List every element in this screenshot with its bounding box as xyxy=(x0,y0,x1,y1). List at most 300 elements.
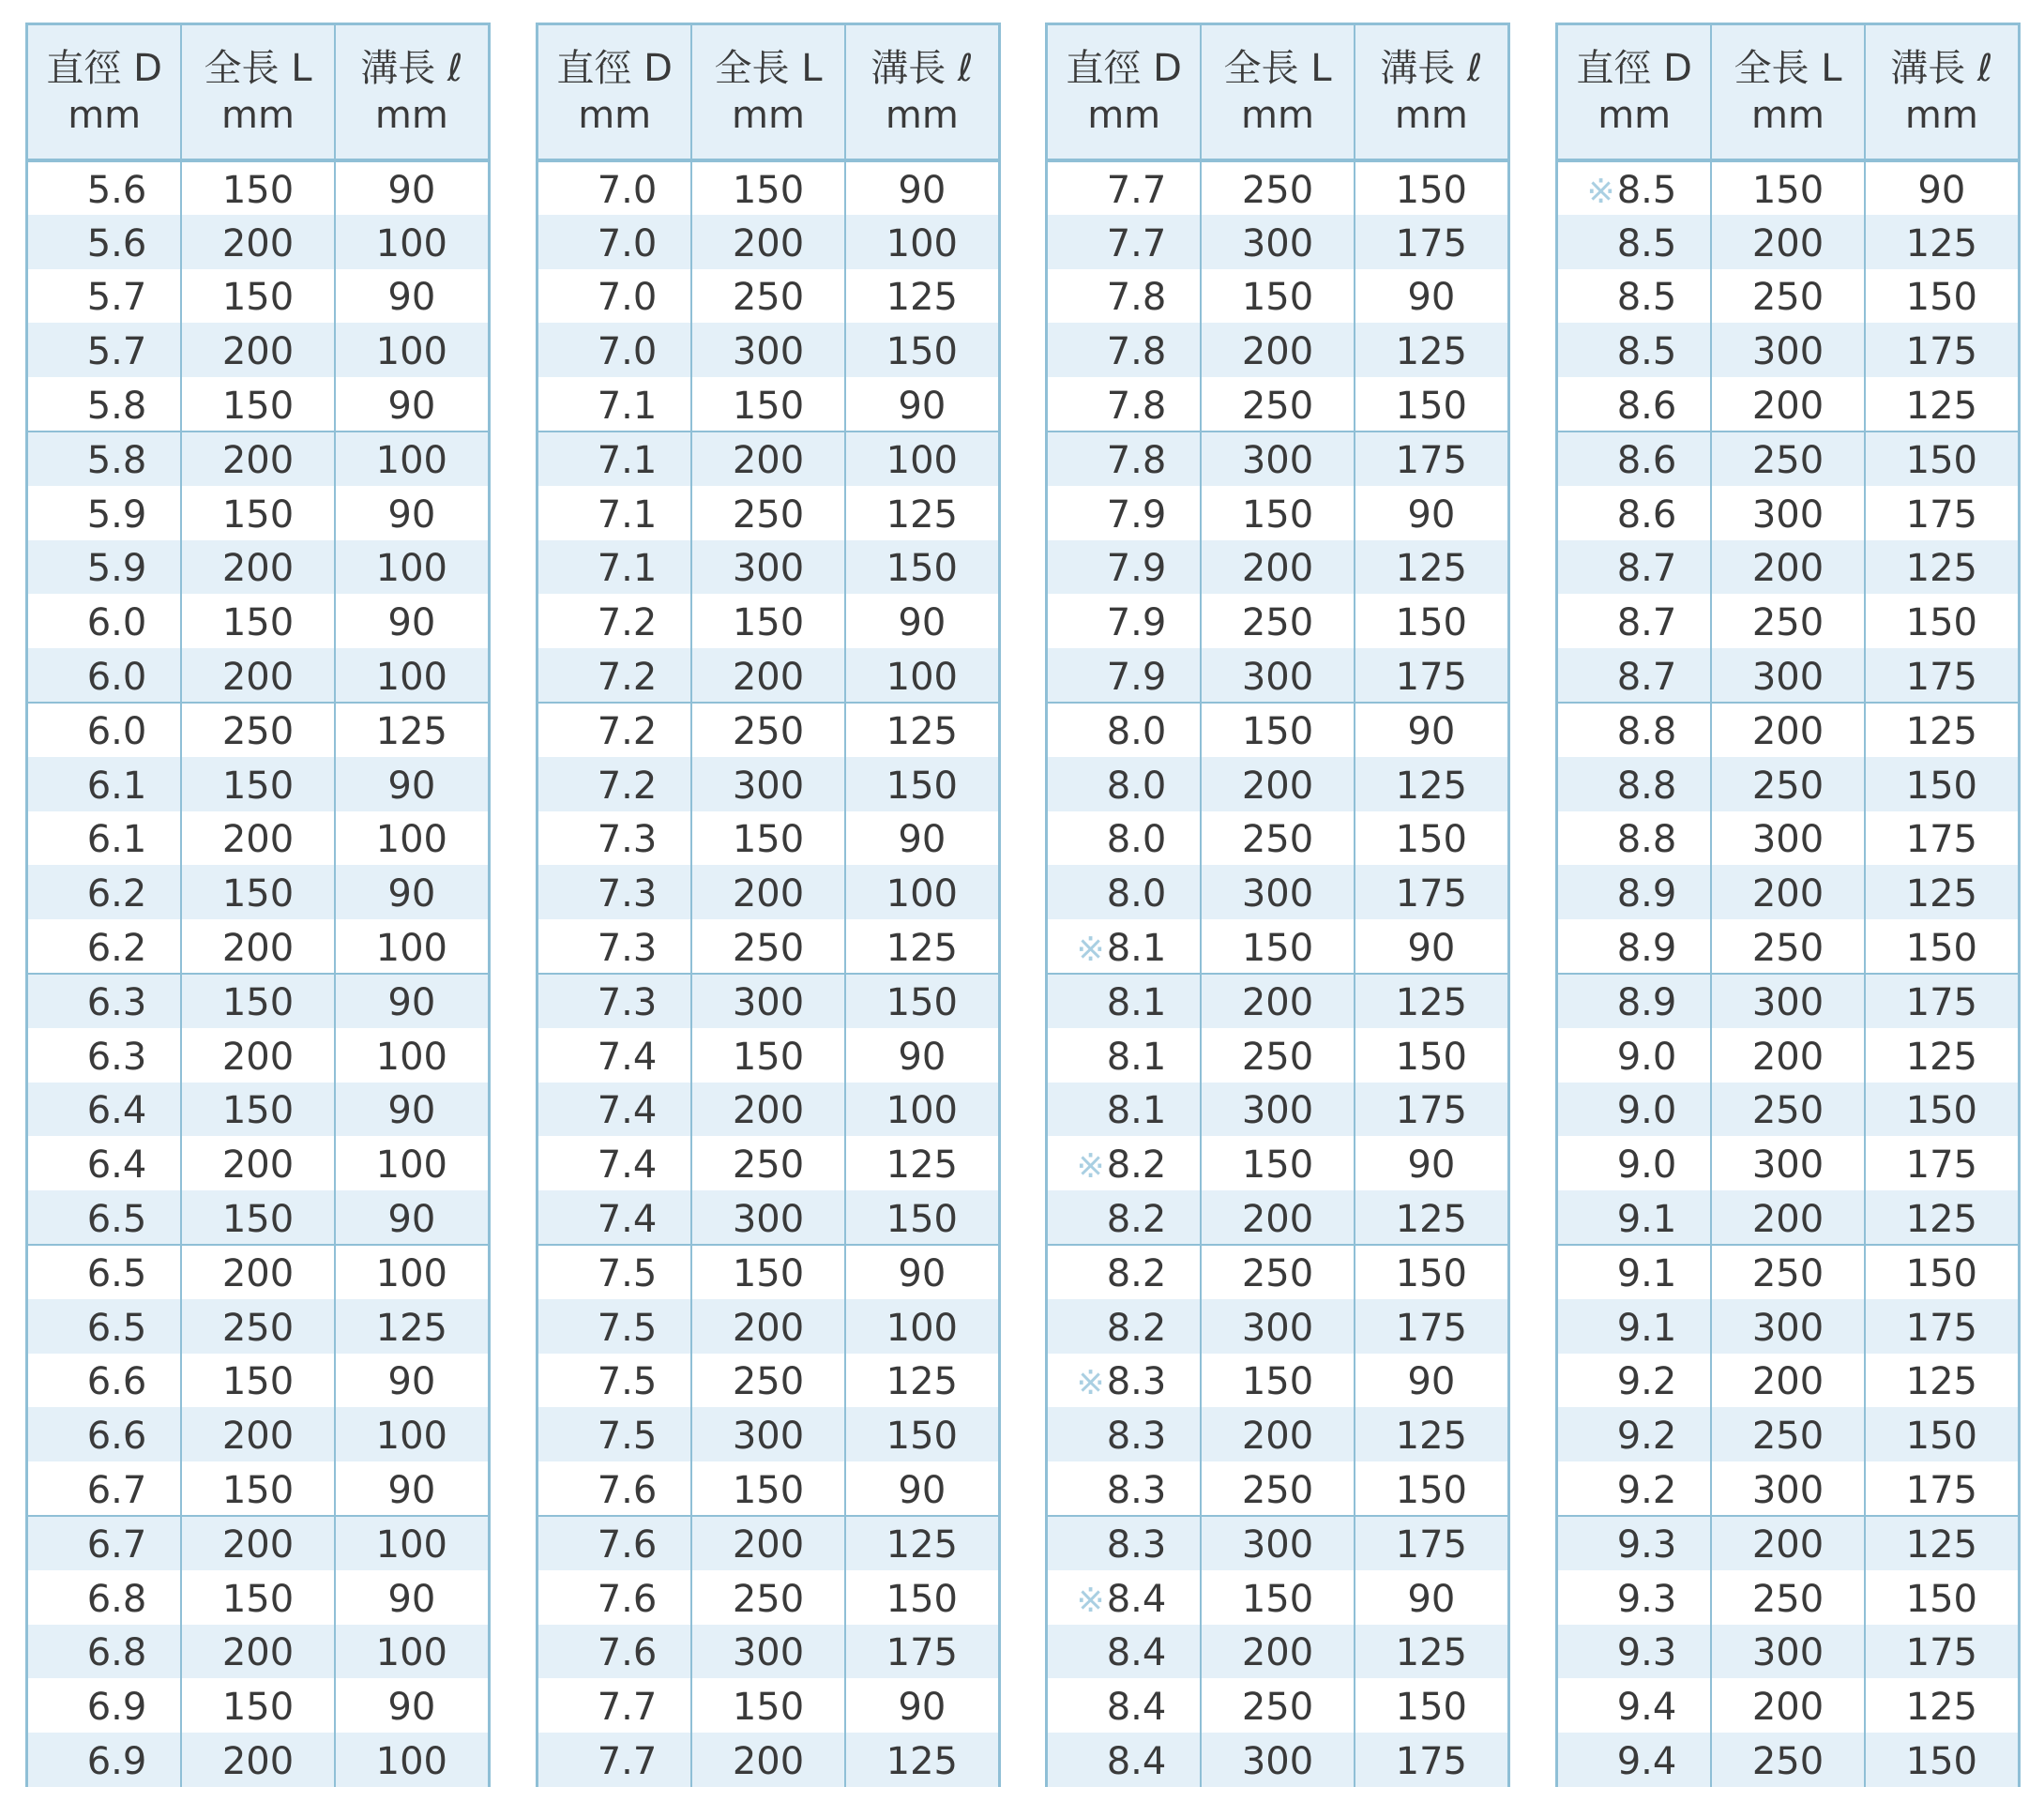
cell-flute xyxy=(845,269,998,324)
cell-flute xyxy=(1355,974,1507,1028)
reference-mark-icon: ※ xyxy=(1076,1147,1105,1187)
table-row xyxy=(28,432,488,486)
cell-diameter xyxy=(28,1678,181,1733)
cell-diameter-value: 6.9 xyxy=(86,1686,147,1730)
table-row xyxy=(538,1407,998,1461)
cell-length xyxy=(691,1136,844,1190)
cell-length-value: 150 xyxy=(221,492,295,537)
cell-length xyxy=(1711,1678,1864,1733)
header-flute-unit: mm xyxy=(1904,94,1978,137)
table-row xyxy=(1558,703,2018,757)
diameter-number: 8.5 xyxy=(1616,168,1677,212)
cell-diameter-value: 7.2 xyxy=(597,655,658,699)
table-row xyxy=(538,1570,998,1625)
cell-diameter-value: 7.9 xyxy=(1106,655,1167,699)
header-length xyxy=(691,25,844,160)
cell-diameter xyxy=(1048,1083,1201,1137)
table-row xyxy=(28,215,488,269)
cell-length xyxy=(1201,1461,1354,1516)
cell-length xyxy=(1201,1136,1354,1190)
cell-flute xyxy=(1865,1407,2018,1461)
header-flute xyxy=(1865,25,2018,160)
cell-diameter xyxy=(28,648,181,703)
cell-flute-value: 150 xyxy=(1905,926,1977,970)
cell-length xyxy=(1201,1407,1354,1461)
header-length xyxy=(1201,25,1354,160)
cell-diameter xyxy=(1048,540,1201,595)
cell-diameter xyxy=(538,1299,691,1354)
header-row xyxy=(1048,25,1507,160)
cell-length-value: 250 xyxy=(1241,1252,1314,1296)
cell-diameter xyxy=(538,865,691,919)
table-row xyxy=(1048,486,1507,540)
cell-length-value: 150 xyxy=(221,981,295,1025)
cell-flute-value: 175 xyxy=(1395,221,1467,265)
table-row xyxy=(28,1733,488,1787)
cell-flute xyxy=(1865,1570,2018,1625)
cell-length xyxy=(1201,1083,1354,1137)
table-row xyxy=(1558,160,2018,215)
cell-length xyxy=(1201,323,1354,377)
cell-flute-value: 125 xyxy=(375,710,447,754)
cell-length-value: 250 xyxy=(1241,818,1314,862)
cell-flute-value: 175 xyxy=(1905,818,1977,862)
cell-length-value: 150 xyxy=(221,1089,295,1133)
cell-length-value: 300 xyxy=(732,1415,805,1459)
header-diameter xyxy=(1558,25,1711,160)
cell-length-value: 200 xyxy=(221,1252,295,1296)
cell-flute-value: 150 xyxy=(886,330,958,374)
cell-flute-value: 100 xyxy=(375,1252,447,1296)
table-row xyxy=(28,160,488,215)
cell-flute-value: 125 xyxy=(1395,981,1467,1025)
cell-diameter-value: 8.9 xyxy=(1616,981,1677,1025)
cell-length xyxy=(691,1354,844,1408)
cell-diameter-value xyxy=(1077,1143,1167,1187)
cell-diameter xyxy=(1558,1570,1711,1625)
cell-flute xyxy=(335,1136,488,1190)
cell-flute-value: 125 xyxy=(1395,764,1467,808)
cell-length xyxy=(1201,1299,1354,1354)
cell-length-value: 300 xyxy=(1751,1468,1824,1512)
header-row xyxy=(538,25,998,160)
table-row xyxy=(538,323,998,377)
cell-flute-value: 150 xyxy=(1905,1740,1977,1783)
diameter-number: 8.4 xyxy=(1106,1577,1167,1621)
cell-diameter xyxy=(538,1028,691,1083)
cell-diameter-value: 8.3 xyxy=(1106,1468,1167,1512)
cell-diameter-value: 9.2 xyxy=(1616,1468,1677,1512)
header-diameter xyxy=(28,25,181,160)
cell-flute-value: 150 xyxy=(1905,1577,1977,1621)
cell-diameter-value: 6.8 xyxy=(86,1577,147,1621)
cell-length-value: 250 xyxy=(732,710,805,754)
cell-flute xyxy=(1355,269,1507,324)
cell-diameter-value: 7.3 xyxy=(597,872,658,916)
cell-flute-value: 125 xyxy=(1905,710,1977,754)
header-diameter-label: 直徑 D xyxy=(1576,47,1692,90)
cell-diameter xyxy=(1558,648,1711,703)
cell-flute xyxy=(845,757,998,811)
cell-flute xyxy=(845,703,998,757)
cell-length xyxy=(691,1678,844,1733)
cell-length-value: 200 xyxy=(221,547,295,591)
cell-length xyxy=(181,1299,334,1354)
cell-diameter xyxy=(28,1028,181,1083)
cell-length-value: 200 xyxy=(221,221,295,265)
cell-flute-value: 125 xyxy=(886,926,958,970)
cell-diameter xyxy=(1048,215,1201,269)
cell-flute xyxy=(1865,1245,2018,1299)
cell-diameter-value: 6.2 xyxy=(86,926,147,970)
cell-diameter-value: 8.1 xyxy=(1106,981,1167,1025)
cell-diameter-value: 8.2 xyxy=(1106,1252,1167,1296)
cell-length-value: 200 xyxy=(732,655,805,699)
cell-length xyxy=(691,1570,844,1625)
header-row xyxy=(28,25,488,160)
table-row xyxy=(1558,1516,2018,1570)
reference-mark-icon: ※ xyxy=(1586,172,1615,211)
cell-flute xyxy=(1865,160,2018,215)
cell-flute-value: 100 xyxy=(886,221,958,265)
cell-diameter xyxy=(1048,486,1201,540)
cell-flute-value: 150 xyxy=(886,1577,958,1621)
cell-flute xyxy=(1865,1354,2018,1408)
cell-flute-value: 125 xyxy=(1905,1360,1977,1404)
cell-flute-value: 90 xyxy=(387,168,436,212)
cell-length-value: 250 xyxy=(1241,168,1314,212)
table-row xyxy=(538,1678,998,1733)
cell-flute xyxy=(335,1461,488,1516)
cell-diameter xyxy=(538,1461,691,1516)
spec-table xyxy=(1048,25,1507,1787)
header-length-label: 全長 L xyxy=(204,47,312,90)
cell-length xyxy=(181,1083,334,1137)
cell-diameter xyxy=(1558,1407,1711,1461)
cell-diameter-value: 7.8 xyxy=(1106,330,1167,374)
table-row xyxy=(1048,1083,1507,1137)
cell-flute xyxy=(1865,1136,2018,1190)
cell-length xyxy=(1201,703,1354,757)
cell-diameter-value xyxy=(1077,1578,1167,1621)
cell-flute-value: 150 xyxy=(886,547,958,591)
cell-flute xyxy=(1865,269,2018,324)
diameter-number: 8.3 xyxy=(1106,1360,1167,1404)
cell-length xyxy=(1711,432,1864,486)
table-row xyxy=(1558,648,2018,703)
cell-flute xyxy=(1355,1299,1507,1354)
cell-diameter xyxy=(538,269,691,324)
cell-length-value: 300 xyxy=(1751,655,1824,699)
cell-length xyxy=(691,757,844,811)
cell-length-value: 150 xyxy=(732,601,805,645)
cell-diameter xyxy=(1048,1570,1201,1625)
cell-diameter xyxy=(538,1245,691,1299)
header-length xyxy=(181,25,334,160)
cell-diameter xyxy=(1558,865,1711,919)
cell-flute xyxy=(335,1028,488,1083)
cell-flute xyxy=(1865,377,2018,432)
cell-length-value: 250 xyxy=(732,1360,805,1404)
cell-diameter-value: 7.6 xyxy=(597,1577,658,1621)
table-row xyxy=(538,1733,998,1787)
cell-diameter-value: 7.1 xyxy=(597,492,658,537)
table-row xyxy=(538,865,998,919)
cell-diameter xyxy=(1558,323,1711,377)
cell-flute-value: 125 xyxy=(1905,1035,1977,1079)
cell-diameter xyxy=(1048,811,1201,866)
cell-length xyxy=(181,594,334,648)
table-row xyxy=(538,377,998,432)
cell-diameter-value: 7.3 xyxy=(597,818,658,862)
cell-flute-value: 90 xyxy=(898,601,946,645)
cell-diameter-value: 7.4 xyxy=(597,1197,658,1241)
table-row xyxy=(538,919,998,974)
cell-length-value: 300 xyxy=(1241,655,1314,699)
cell-length xyxy=(1711,215,1864,269)
cell-flute xyxy=(335,1516,488,1570)
size-table-4 xyxy=(1555,23,2021,1787)
cell-diameter-value: 7.9 xyxy=(1106,601,1167,645)
cell-flute-value: 125 xyxy=(886,1360,958,1404)
cell-length-value: 250 xyxy=(1241,1468,1314,1512)
table-row xyxy=(1558,1678,2018,1733)
table-row xyxy=(1048,1407,1507,1461)
cell-length xyxy=(691,594,844,648)
cell-diameter xyxy=(1558,974,1711,1028)
cell-flute xyxy=(335,757,488,811)
cell-flute xyxy=(335,648,488,703)
cell-diameter xyxy=(28,1516,181,1570)
cell-diameter xyxy=(1048,1136,1201,1190)
table-row xyxy=(538,594,998,648)
table-row xyxy=(28,269,488,324)
cell-flute xyxy=(1865,594,2018,648)
table-row xyxy=(28,703,488,757)
cell-flute xyxy=(845,1678,998,1733)
cell-diameter xyxy=(1048,323,1201,377)
cell-flute-value: 125 xyxy=(1395,1631,1467,1675)
cell-length-value: 250 xyxy=(732,1577,805,1621)
cell-flute xyxy=(1865,1028,2018,1083)
cell-flute xyxy=(845,1516,998,1570)
cell-flute xyxy=(845,160,998,215)
cell-diameter xyxy=(1048,865,1201,919)
cell-flute-value: 90 xyxy=(1407,492,1456,537)
cell-length-value: 250 xyxy=(732,926,805,970)
cell-flute-value: 175 xyxy=(1905,981,1977,1025)
cell-flute-value: 100 xyxy=(375,1523,447,1567)
cell-flute-value: 150 xyxy=(1905,601,1977,645)
header-length-unit: mm xyxy=(1751,94,1824,137)
cell-length-value: 200 xyxy=(221,439,295,483)
cell-diameter xyxy=(1558,1516,1711,1570)
cell-flute xyxy=(845,1136,998,1190)
cell-flute-value: 100 xyxy=(375,439,447,483)
cell-length xyxy=(1711,757,1864,811)
table-row xyxy=(1048,432,1507,486)
cell-flute-value: 150 xyxy=(1395,384,1467,428)
cell-diameter xyxy=(28,160,181,215)
table-row xyxy=(538,486,998,540)
cell-diameter-value: 7.8 xyxy=(1106,384,1167,428)
cell-length xyxy=(181,1733,334,1787)
cell-length-value: 200 xyxy=(732,1306,805,1350)
cell-diameter-value: 6.4 xyxy=(86,1143,147,1188)
cell-flute-value: 175 xyxy=(1395,655,1467,699)
cell-diameter-value: 5.7 xyxy=(86,330,147,374)
cell-diameter xyxy=(1558,1245,1711,1299)
cell-diameter xyxy=(1558,594,1711,648)
cell-length-value: 200 xyxy=(1751,710,1824,754)
table-row xyxy=(538,432,998,486)
cell-diameter-value: 8.6 xyxy=(1616,492,1677,537)
cell-diameter xyxy=(1048,1028,1201,1083)
cell-length-value: 250 xyxy=(1751,1577,1824,1621)
header-flute-unit: mm xyxy=(374,94,448,137)
cell-flute-value: 100 xyxy=(375,221,447,265)
cell-length xyxy=(181,974,334,1028)
cell-length-value: 200 xyxy=(1751,1686,1824,1730)
cell-flute xyxy=(1865,1190,2018,1245)
cell-flute xyxy=(1355,1625,1507,1679)
cell-length xyxy=(1201,540,1354,595)
cell-flute-value: 125 xyxy=(1395,1415,1467,1459)
table-row xyxy=(1558,1461,2018,1516)
cell-length xyxy=(1201,432,1354,486)
cell-length-value: 250 xyxy=(1241,1686,1314,1730)
cell-diameter xyxy=(1558,1678,1711,1733)
cell-flute-value: 125 xyxy=(1905,384,1977,428)
table-row xyxy=(1558,594,2018,648)
table-row xyxy=(28,1625,488,1679)
cell-flute-value: 90 xyxy=(387,1360,436,1404)
cell-diameter xyxy=(28,1083,181,1137)
table-row xyxy=(28,1190,488,1245)
cell-flute xyxy=(1355,540,1507,595)
cell-diameter-value: 8.1 xyxy=(1106,1089,1167,1133)
cell-flute-value: 125 xyxy=(886,1740,958,1783)
cell-diameter-value: 8.8 xyxy=(1616,764,1677,808)
cell-diameter-value: 8.0 xyxy=(1106,710,1167,754)
cell-flute-value: 100 xyxy=(375,1143,447,1188)
cell-flute xyxy=(335,377,488,432)
cell-diameter xyxy=(28,215,181,269)
cell-length-value: 300 xyxy=(1751,818,1824,862)
cell-flute-value: 90 xyxy=(387,1577,436,1621)
cell-flute xyxy=(1355,1028,1507,1083)
cell-length-value: 200 xyxy=(732,1089,805,1133)
cell-diameter xyxy=(538,1190,691,1245)
cell-length xyxy=(1711,1516,1864,1570)
cell-flute xyxy=(335,323,488,377)
cell-length xyxy=(1711,1354,1864,1408)
table-row xyxy=(28,486,488,540)
cell-diameter xyxy=(1558,811,1711,866)
cell-diameter xyxy=(1558,703,1711,757)
cell-length-value: 250 xyxy=(1241,384,1314,428)
cell-flute xyxy=(845,1461,998,1516)
cell-diameter xyxy=(28,432,181,486)
cell-length xyxy=(691,1190,844,1245)
cell-length-value: 150 xyxy=(221,1360,295,1404)
cell-length-value: 300 xyxy=(1751,1631,1824,1675)
cell-diameter-value: 6.2 xyxy=(86,872,147,916)
header-length xyxy=(1711,25,1864,160)
cell-length-value: 250 xyxy=(1751,276,1824,320)
cell-diameter-value: 9.0 xyxy=(1616,1089,1677,1133)
cell-diameter xyxy=(28,1733,181,1787)
cell-diameter xyxy=(1048,1245,1201,1299)
cell-flute xyxy=(1865,486,2018,540)
cell-length xyxy=(1711,1190,1864,1245)
cell-length-value: 200 xyxy=(1241,764,1314,808)
table-row xyxy=(1558,486,2018,540)
table-row xyxy=(1048,648,1507,703)
cell-length-value: 200 xyxy=(1751,221,1824,265)
cell-flute xyxy=(1355,1461,1507,1516)
cell-length xyxy=(1711,1245,1864,1299)
cell-diameter-value: 8.1 xyxy=(1106,1035,1167,1079)
cell-diameter-value: 5.9 xyxy=(86,492,147,537)
cell-flute-value: 90 xyxy=(1407,1577,1456,1621)
cell-length xyxy=(1201,1678,1354,1733)
cell-diameter xyxy=(538,594,691,648)
cell-diameter-value: 8.3 xyxy=(1106,1523,1167,1567)
cell-diameter xyxy=(1558,1733,1711,1787)
cell-diameter-value: 8.8 xyxy=(1616,818,1677,862)
cell-length xyxy=(691,1299,844,1354)
cell-flute-value: 150 xyxy=(1905,439,1977,483)
header-row xyxy=(1558,25,2018,160)
cell-flute-value: 150 xyxy=(1395,1468,1467,1512)
cell-flute xyxy=(845,1625,998,1679)
cell-diameter-value: 7.8 xyxy=(1106,439,1167,483)
cell-length-value: 250 xyxy=(1751,1252,1824,1296)
cell-diameter xyxy=(28,865,181,919)
cell-diameter-value: 7.0 xyxy=(597,276,658,320)
cell-length xyxy=(181,703,334,757)
cell-diameter-value: 7.1 xyxy=(597,384,658,428)
cell-length xyxy=(1201,1516,1354,1570)
cell-length xyxy=(1201,919,1354,974)
cell-diameter-value: 8.4 xyxy=(1106,1631,1167,1675)
header-diameter-unit: mm xyxy=(1087,94,1161,137)
cell-flute xyxy=(1865,432,2018,486)
cell-length xyxy=(1711,1625,1864,1679)
cell-flute-value: 100 xyxy=(886,1306,958,1350)
cell-length-value: 300 xyxy=(732,981,805,1025)
cell-length-value: 250 xyxy=(732,276,805,320)
header-length-unit: mm xyxy=(221,94,295,137)
cell-flute-value: 90 xyxy=(898,1468,946,1512)
cell-flute-value: 175 xyxy=(1395,439,1467,483)
table-row xyxy=(538,703,998,757)
cell-length xyxy=(1201,377,1354,432)
cell-flute xyxy=(335,703,488,757)
cell-length xyxy=(181,1461,334,1516)
cell-diameter-value: 6.1 xyxy=(86,764,147,808)
cell-diameter-value: 7.1 xyxy=(597,439,658,483)
cell-flute xyxy=(1865,1461,2018,1516)
table-row xyxy=(1048,1678,1507,1733)
cell-length-value: 300 xyxy=(1241,221,1314,265)
cell-flute-value: 125 xyxy=(886,492,958,537)
cell-length xyxy=(691,215,844,269)
table-row xyxy=(28,377,488,432)
cell-diameter xyxy=(1048,1678,1201,1733)
cell-length xyxy=(1711,1299,1864,1354)
